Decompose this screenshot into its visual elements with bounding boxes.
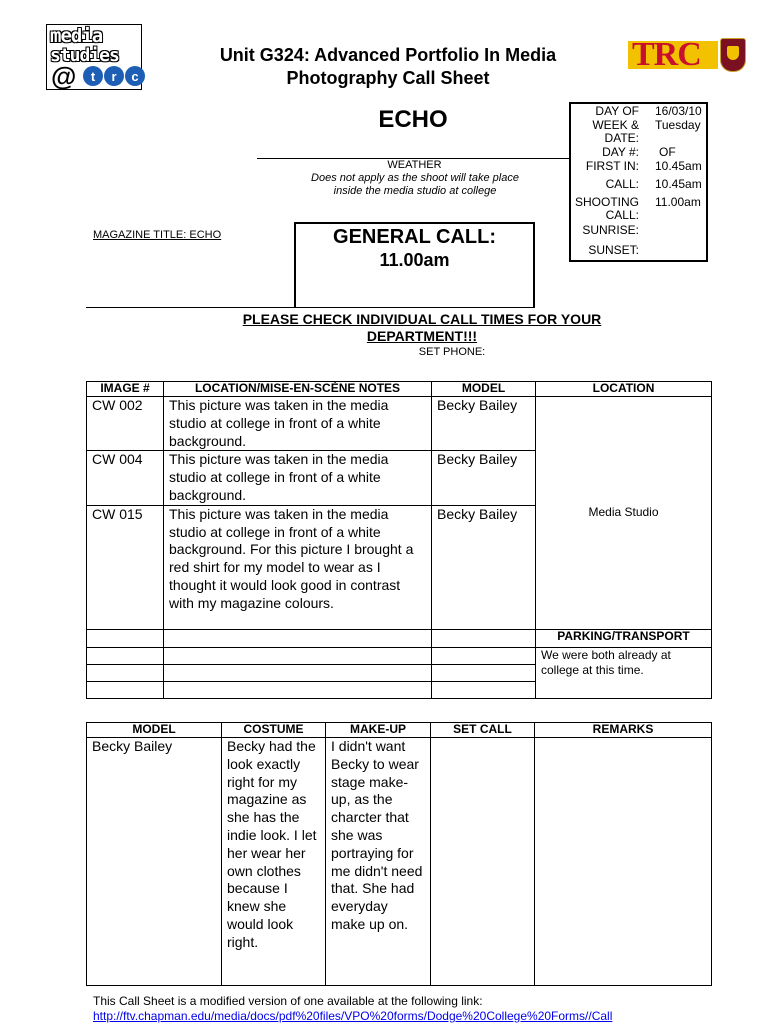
trc-logo [628, 38, 746, 72]
general-call-box [294, 222, 535, 308]
cast-costume: Becky had the look exactly right for my magazine as she has the indie look. I let her wear her own clothes because I knew she would look right. [222, 738, 326, 986]
call-label: CALL: [605, 177, 639, 191]
cast-model: Becky Bailey [87, 738, 222, 986]
weather-label: WEATHER [387, 159, 442, 171]
column-header-model: MODEL [432, 382, 536, 397]
table-row [87, 738, 712, 986]
column-header-image: IMAGE # [87, 382, 164, 397]
table-row-empty [87, 629, 712, 647]
notice-line2: DEPARTMENT!!! [366, 328, 478, 344]
table-row-empty [87, 647, 712, 664]
column-header-set-call: SET CALL [431, 723, 535, 738]
table-header-row [87, 723, 712, 738]
sunrise-label: SUNRISE: [582, 223, 639, 237]
parking-header: PARKING/TRANSPORT [536, 629, 712, 647]
logo-circle-t: t [83, 66, 103, 86]
shooting-call-value: 11.00am [655, 195, 701, 209]
model-name: Becky Bailey [432, 505, 536, 629]
logo-circle-r: r [104, 66, 124, 86]
first-in-value: 10.45am [655, 159, 702, 173]
sunset-label: SUNSET: [588, 243, 639, 257]
document-title-line2: Photography Call Sheet [286, 68, 490, 88]
first-in-label: FIRST IN: [585, 159, 639, 173]
model-name: Becky Bailey [432, 451, 536, 505]
document-title-line1: Unit G324: Advanced Portfolio In Media [219, 45, 557, 65]
trc-logo-text: TRC [632, 36, 701, 73]
logo-circle-c: c [125, 66, 145, 86]
shooting-call-label: SHOOTING [574, 195, 639, 209]
image-number: CW 015 [87, 505, 164, 629]
images-table [86, 381, 712, 699]
column-header-model: MODEL [87, 723, 222, 738]
schedule-info-box [569, 102, 708, 262]
location-notes: This picture was taken in the media studio at college in front of a white background. For this picture I brought a red shirt for my model to wear as I thought it would look good in contrast with my magazine colours. [164, 505, 432, 629]
table-row [87, 397, 712, 451]
logo-at-symbol: @ [51, 61, 77, 91]
weather-note-line1: Does not apply as the shoot will take place [311, 172, 519, 184]
logo-line-media: media [50, 25, 103, 47]
shooting-call-label-2: CALL: [605, 208, 639, 222]
location-notes: This picture was taken in the media studio at college in front of a white background. [164, 397, 432, 451]
image-number: CW 002 [87, 397, 164, 451]
crest-icon [720, 38, 746, 72]
cast-remarks [535, 738, 712, 986]
cast-set-call [431, 738, 535, 986]
day-of-value: 16/03/10 [655, 104, 702, 118]
table-header-row [87, 382, 712, 397]
weather-note-line2: inside the media studio at college [333, 185, 497, 197]
media-studies-logo [46, 24, 142, 90]
divider-line [86, 307, 535, 308]
column-header-makeup: MAKE-UP [326, 723, 431, 738]
day-number-value: OF [659, 145, 676, 159]
week-date-label-2: DATE: [604, 131, 639, 145]
set-phone-label: SET PHONE: [418, 346, 486, 358]
magazine-title: MAGAZINE TITLE: ECHO [93, 229, 222, 241]
day-of-label: DAY OF [595, 104, 639, 118]
cast-makeup: I didn't want Becky to wear stage make-up, as the charcter that she was portraying for me didn't need that. She had everyday make up on. [326, 738, 431, 986]
footer-text: This Call Sheet is a modified version of one available at the following link: [93, 994, 483, 1008]
shoot-name: ECHO [378, 106, 448, 133]
cast-table [86, 722, 712, 986]
column-header-remarks: REMARKS [535, 723, 712, 738]
call-value: 10.45am [655, 177, 702, 191]
notice-line1: PLEASE CHECK INDIVIDUAL CALL TIMES FOR YOUR [242, 311, 602, 327]
column-header-location: LOCATION [536, 382, 712, 397]
image-number: CW 004 [87, 451, 164, 505]
day-number-label: DAY #: [602, 145, 639, 159]
location-notes: This picture was taken in the media studio at college in front of a white background. [164, 451, 432, 505]
footer-link[interactable]: http://ftv.chapman.edu/media/docs/pdf%20files/VPO%20forms/Dodge%20College%20Forms//Call [93, 1009, 613, 1023]
location-value: Media Studio [536, 397, 712, 630]
week-date-label: WEEK & [592, 118, 639, 132]
logo-line-studies: studies [50, 45, 119, 66]
column-header-costume: COSTUME [222, 723, 326, 738]
general-call-time: 11.00am [379, 250, 450, 270]
parking-text: We were both already at college at this time. [536, 647, 712, 698]
week-date-value: Tuesday [655, 118, 701, 132]
general-call-label: GENERAL CALL: [333, 226, 496, 248]
model-name: Becky Bailey [432, 397, 536, 451]
column-header-notes: LOCATION/MISE-EN-SCÈNE NOTES [164, 382, 432, 397]
